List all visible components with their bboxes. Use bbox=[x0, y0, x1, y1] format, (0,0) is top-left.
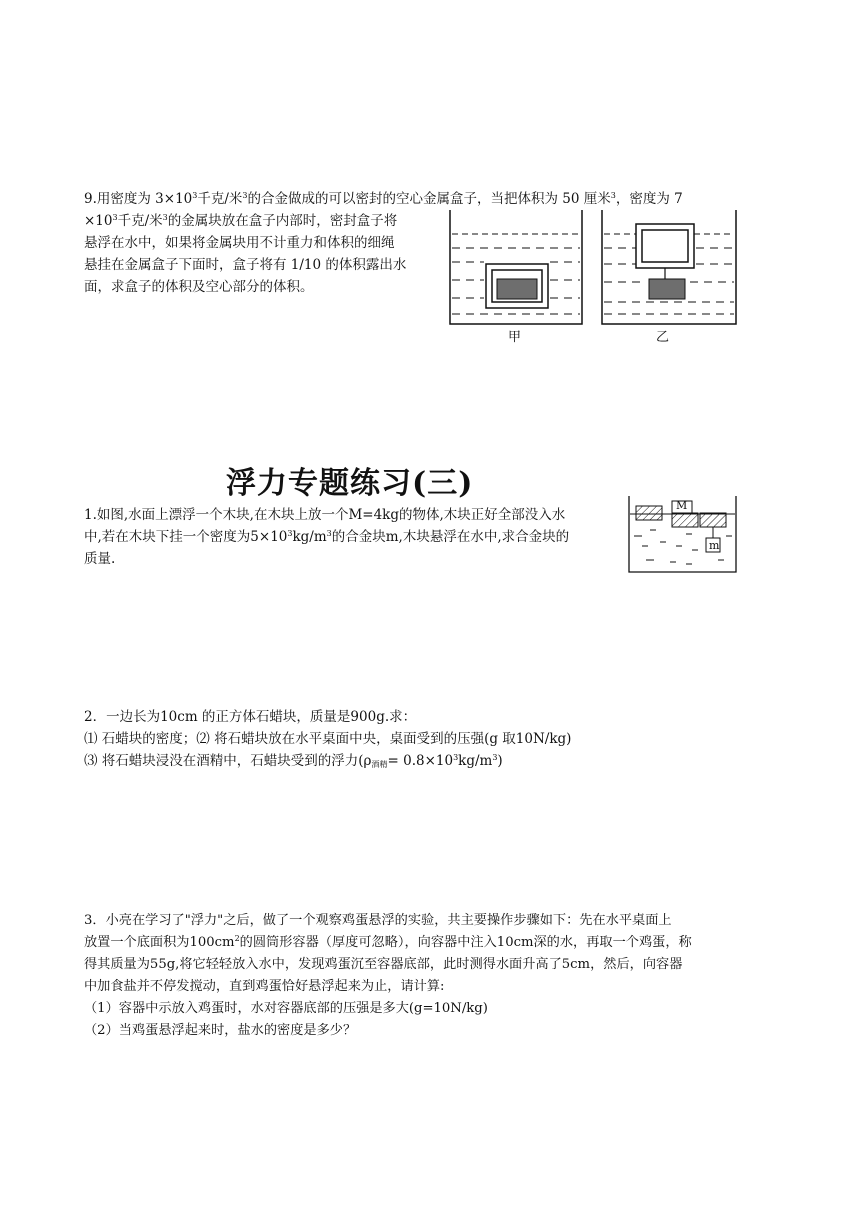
q9-line-3: 悬浮在水中，如果将金属块用不计重力和体积的细绳 bbox=[84, 235, 395, 251]
figure-label-M: M bbox=[676, 499, 688, 512]
question-2 bbox=[84, 706, 571, 772]
q3-line-6: （2）当鸡蛋悬浮起来时，盐水的密度是多少？ bbox=[84, 1023, 357, 1038]
figure-label-m: m bbox=[709, 539, 720, 552]
q3-line-4: 中加食盐并不停发搅动，直到鸡蛋恰好悬浮起来为止，请计算: bbox=[84, 979, 445, 994]
q2-line-3: ⑶ 将石蜡块浸没在酒精中，石蜡块受到的浮力$(\rho_{酒精}= 0.8\times 10^3kg/m^3)$ bbox=[84, 753, 503, 769]
q3-line-2: 放置一个底面积为$100cm^2$的圆筒形容器（厚度可忽略），向容器中注入10cm深的水，再取一个鸡蛋，称 bbox=[84, 934, 692, 950]
q9-line-5: 面，求盒子的体积及空心部分的体积。 bbox=[84, 279, 314, 295]
question-3 bbox=[84, 910, 692, 1042]
q3-line-5: （1）容器中示放入鸡蛋时，水对容器底部的压强是多大(g=10N/kg) bbox=[84, 1001, 488, 1016]
q3-line-3: 得其质量为55g,将它轻轻放入水中，发现鸡蛋沉至容器底部，此时测得水面升高了5cm，然后，向容器 bbox=[84, 957, 683, 972]
q9-line-1: 9.用密度为 $3\times 10^3$千克/米$^3$的合金做成的可以密封的空心金属盒子，当把体积为 50 厘米$^3$，密度为 7 bbox=[84, 191, 683, 207]
q3-line-1: 3．小亮在学习了"浮力"之后，做了一个观察鸡蛋悬浮的实验，共主要操作步骤如下：先在水平桌面上 bbox=[84, 913, 672, 928]
figure-label-yi: 乙 bbox=[656, 330, 670, 345]
q1-line-3: 质量. bbox=[84, 551, 116, 567]
q9-line-2: $\times 10^3$千克/米$^3$的金属块放在盒子内部时，密封盒子将 bbox=[84, 213, 398, 229]
q1-line-2: 中,若在木块下挂一个密度为$5\times 10^3kg/m^3$的合金块m,木块悬浮在水中,求合金块的 bbox=[84, 529, 570, 545]
container-right bbox=[602, 210, 736, 324]
q9-line-4: 悬挂在金属盒子下面时，盒子将有 1/10 的体积露出水 bbox=[84, 257, 407, 273]
q2-line-2: ⑴ 石蜡块的密度；⑵ 将石蜡块放在水平桌面中央，桌面受到的压强(g 取10N/kg) bbox=[84, 731, 572, 747]
question-1 bbox=[84, 504, 569, 570]
section-title: 浮力专题练习(三) bbox=[226, 466, 474, 501]
q9-figure bbox=[446, 206, 746, 346]
q2-line-1: 2．一边长为10cm 的正方体石蜡块，质量是900g.求： bbox=[84, 709, 417, 725]
container-left bbox=[450, 210, 582, 324]
q1-line-1: 1.如图,水面上漂浮一个木块,在木块上放一个M=4kg的物体,木块正好全部没入水 bbox=[84, 507, 566, 523]
figure-label-jia: 甲 bbox=[508, 330, 522, 345]
